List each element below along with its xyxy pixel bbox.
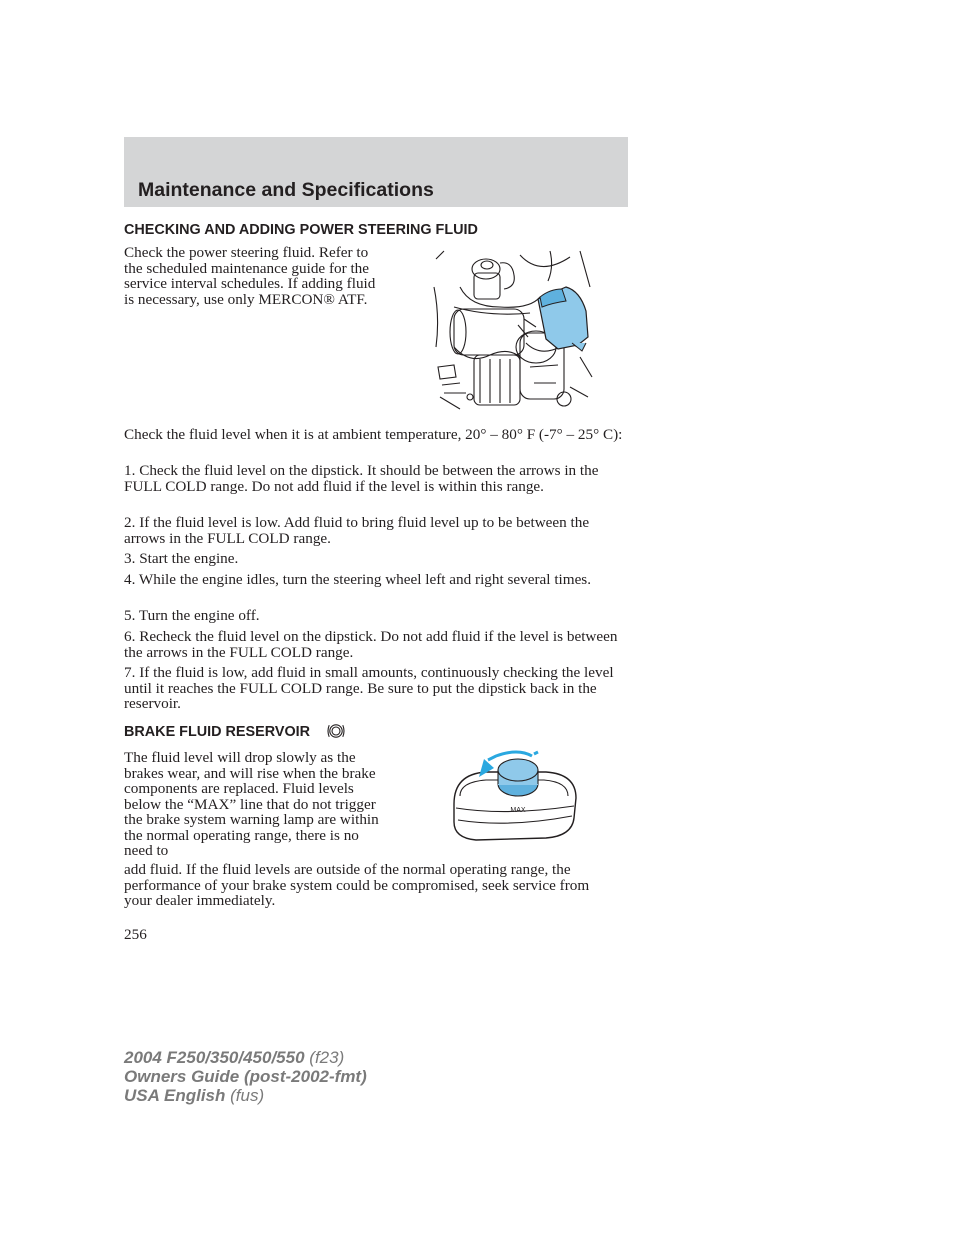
footer-model [124, 1048, 344, 1068]
steering-heading: CHECKING AND ADDING POWER STEERING FLUID [124, 222, 478, 238]
steering-step-1: 1. Check the fluid level on the dipstick. It should be between the arrows in the FULL COLD range. Do not add fluid if the level is within this range. [124, 462, 599, 495]
brake-warning-icon [326, 721, 346, 741]
footer-language-code: (fus) [230, 1086, 265, 1105]
footer-model-name: 2004 F250/350/450/550 [124, 1048, 305, 1067]
steering-step-7: 7. If the fluid is low, add fluid in small amounts, continuously checking the level until it reaches the FULL COLD range. Be sure to put the dipstick back in the reservoir. [124, 664, 614, 712]
steering-step-6: 6. Recheck the fluid level on the dipstick. Do not add fluid if the level is between the arrows in the FULL COLD range. [124, 628, 618, 661]
steering-step-3: 3. Start the engine. [124, 550, 239, 567]
steering-step-5: 5. Turn the engine off. [124, 607, 260, 624]
footer-guide: Owners Guide (post-2002-fmt) [124, 1067, 367, 1086]
footer-model-code: (f23) [309, 1048, 345, 1067]
steering-intro: Check the power steering fluid. Refer to the scheduled maintenance guide for the service interval schedules. If adding fluid is necessary, use only MERCON® ATF. [124, 244, 376, 308]
brake-text-full: add fluid. If the fluid levels are outside of the normal operating range, the performance of your brake system could be compromised, seek service from your dealer immediately. [124, 861, 590, 909]
header-band [124, 137, 628, 207]
power-steering-reservoir-illustration [430, 247, 595, 412]
footer-language [124, 1086, 264, 1106]
page-number: 256 [124, 926, 147, 943]
page-title: Maintenance and Specifications [138, 179, 434, 201]
max-line-label: MAX [510, 807, 526, 814]
footer-language-name: USA English [124, 1086, 226, 1105]
brake-reservoir-illustration [446, 746, 581, 842]
steering-step-4: 4. While the engine idles, turn the steering wheel left and right several times. [124, 571, 592, 588]
brake-text-wrapped: The fluid level will drop slowly as the brakes wear, and will rise when the brake components are replaced. Fluid levels below the “MAX” line that do not trigger the brake system warning lamp are within the normal operating range, there is no need to [124, 749, 379, 859]
steering-step-2: 2. If the fluid level is low. Add fluid to bring fluid level up to be between the arrows in the FULL COLD range. [124, 514, 590, 547]
steering-temperature-note: Check the fluid level when it is at ambient temperature, 20° – 80° F (-7° – 25° C): [124, 426, 623, 443]
brake-heading [124, 724, 310, 740]
brake-heading-text: BRAKE FLUID RESERVOIR [124, 724, 311, 740]
